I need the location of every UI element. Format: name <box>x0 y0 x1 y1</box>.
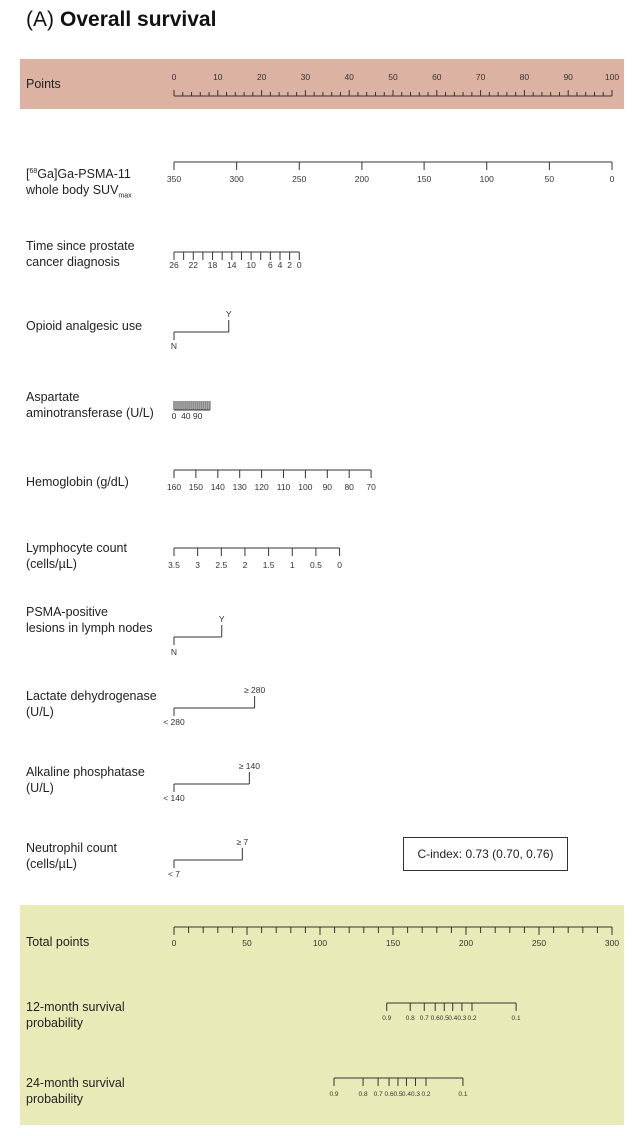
ldh-low-label: < 280 <box>163 717 185 727</box>
total-tick-label: 300 <box>604 938 620 948</box>
hgb-tick-label: 90 <box>322 482 333 492</box>
points-tick-label: 50 <box>388 72 398 82</box>
hgb-tick-label: 70 <box>366 482 376 492</box>
points-tick-label: 100 <box>604 72 620 82</box>
ast-tick-label: 40 <box>181 411 191 421</box>
total-tick-label: 250 <box>531 938 547 948</box>
suv-tick-label: 100 <box>479 174 494 184</box>
total-points-label: Total points <box>26 935 90 949</box>
surv24-tick-label: 0.1 <box>458 1091 468 1098</box>
time-tick-label: 10 <box>246 260 256 270</box>
time-tick-label: 26 <box>169 260 179 270</box>
points-tick-label: 70 <box>475 72 486 82</box>
suv-tick-label: 350 <box>166 174 182 184</box>
suv-tick-label: 0 <box>609 174 615 184</box>
ast-tick-label: 0 <box>171 411 177 421</box>
neutrophil-label: Neutrophil count (cells/µL) <box>26 841 118 871</box>
surv24-tick-label: 0.9 <box>329 1091 339 1098</box>
points-tick-label: 30 <box>300 72 311 82</box>
surv24-tick-label: 0.6 <box>384 1091 394 1098</box>
time-label: Time since prostate cancer diagnosis <box>26 239 135 269</box>
points-label: Points <box>26 77 61 91</box>
total-tick-label: 200 <box>458 938 474 948</box>
surv12-tick-label: 0.3 <box>457 1015 467 1022</box>
hemoglobin-label: Hemoglobin (g/dL) <box>26 475 129 489</box>
surv24-tick-label: 0.4 <box>401 1091 411 1098</box>
suv-tick-label: 150 <box>417 174 432 184</box>
surv24-tick-label: 0.8 <box>358 1091 368 1098</box>
alp-label: Alkaline phosphatase (U/L) <box>26 765 145 795</box>
points-tick-label: 0 <box>171 72 177 82</box>
lymph-tick-label: 0 <box>337 560 342 570</box>
c-index-box: C-index: 0.73 (0.70, 0.76) <box>403 837 568 871</box>
title-text: Overall survival <box>60 8 217 31</box>
total-tick-label: 0 <box>171 938 177 948</box>
alp-high-label: ≥ 140 <box>238 761 260 771</box>
surv12-tick-label: 0.4 <box>448 1015 458 1022</box>
alp-low-label: < 140 <box>163 793 185 803</box>
ast-tick-label: 90 <box>192 411 203 421</box>
total-tick-label: 100 <box>312 938 328 948</box>
points-tick-label: 40 <box>344 72 354 82</box>
opioid-high-label: Y <box>225 309 232 319</box>
surv12-tick-label: 0.6 <box>430 1015 440 1022</box>
points-tick-label: 90 <box>563 72 573 82</box>
suv-label: [$^{68}$Ga]Ga-PSMA-11 whole body $SUV_{max}$ <box>26 167 132 200</box>
hgb-tick-label: 140 <box>210 482 225 492</box>
surv24-label: 24-month survival probability <box>26 1076 125 1106</box>
surv24-tick-label: 0.3 <box>410 1091 421 1098</box>
surv12-tick-label: 0.8 <box>405 1015 415 1022</box>
hgb-tick-label: 160 <box>166 482 182 492</box>
hgb-tick-label: 130 <box>232 482 247 492</box>
hgb-tick-label: 110 <box>276 482 291 492</box>
surv24-tick-label: 0.2 <box>421 1091 431 1098</box>
lymph-tick-label: 1.5 <box>262 560 275 570</box>
time-tick-label: 0 <box>296 260 302 270</box>
hgb-tick-label: 120 <box>254 482 269 492</box>
opioid-label: Opioid analgesic use <box>26 319 143 333</box>
time-tick-label: 22 <box>188 260 199 270</box>
neut-low-label: < 7 <box>167 869 181 879</box>
time-tick-label: 18 <box>207 260 218 270</box>
neut-high-label: ≥ 7 <box>236 837 249 847</box>
opioid-low-label: N <box>170 341 178 351</box>
surv12-tick-label: 0.2 <box>467 1015 477 1022</box>
lymph-tick-label: 1 <box>289 560 295 570</box>
surv12-tick-label: 0.7 <box>419 1015 429 1022</box>
time-tick-label: 2 <box>287 260 292 270</box>
suv-tick-label: 50 <box>544 174 555 184</box>
surv12-tick-label: 0.5 <box>439 1015 449 1022</box>
suv-tick-label: 250 <box>292 174 307 184</box>
panel-letter: (A) <box>26 8 54 31</box>
lymphocyte-label: Lymphocyte count (cells/µL) <box>26 541 127 571</box>
hgb-tick-label: 100 <box>298 482 313 492</box>
points-tick-label: 10 <box>213 72 223 82</box>
hgb-tick-label: 150 <box>188 482 203 492</box>
points-tick-label: 80 <box>519 72 530 82</box>
lymph-tick-label: 3 <box>195 560 201 570</box>
hgb-tick-label: 80 <box>344 482 354 492</box>
surv24-tick-label: 0.7 <box>373 1091 383 1098</box>
lymph-tick-label: 3.5 <box>168 560 180 570</box>
surv12-label: 12-month survival probability <box>26 1000 125 1030</box>
points-tick-label: 60 <box>432 72 442 82</box>
ast-label: Aspartate aminotransferase (U/L) <box>26 390 154 420</box>
time-tick-label: 4 <box>277 260 283 270</box>
lymph-tick-label: 2 <box>242 560 248 570</box>
lymph-tick-label: 2.5 <box>215 560 228 570</box>
total-tick-label: 150 <box>385 938 401 948</box>
psma-ln-label: PSMA-positive lesions in lymph nodes <box>26 605 153 635</box>
points-tick-label: 20 <box>256 72 267 82</box>
time-tick-label: 14 <box>227 260 237 270</box>
lymph-tick-label: 0.5 <box>309 560 322 570</box>
surv24-tick-label: 0.5 <box>393 1091 403 1098</box>
time-tick-label: 6 <box>267 260 273 270</box>
surv12-tick-label: 0.1 <box>511 1015 521 1022</box>
ldh-label: Lactate dehydrogenase (U/L) <box>26 689 157 719</box>
ldh-high-label: ≥ 280 <box>243 685 266 695</box>
surv12-tick-label: 0.9 <box>382 1015 392 1022</box>
suv-tick-label: 200 <box>354 174 369 184</box>
suv-tick-label: 300 <box>229 174 244 184</box>
total-tick-label: 50 <box>242 938 252 948</box>
psma-ln-high-label: Y <box>218 614 225 624</box>
psma-ln-low-label: N <box>170 647 178 657</box>
